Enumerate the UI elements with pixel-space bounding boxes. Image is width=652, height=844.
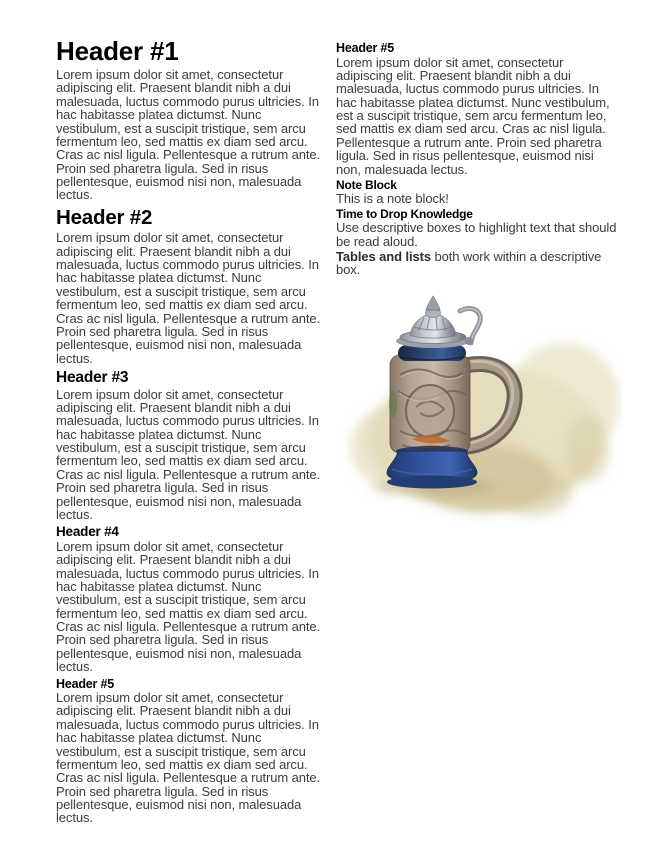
beer-stein-illustration — [336, 289, 622, 527]
section-2 — [56, 205, 328, 366]
heading-h2: Header #2 — [56, 205, 153, 229]
tables-lists-rest: both work within a descriptive box. — [336, 249, 602, 278]
heading-h1: Header #1 — [56, 36, 179, 66]
lorem-paragraph: Lorem ipsum dolor sit amet, consectetur adipiscing elit. Praesent blandit nibh a dui malesuada, luctus commodo purus ultricies. In hac habitasse platea dictumst. Nunc vestibulum, est a suscipit tristique, sem arcu fermentum leo, sed mattis ex diam sed arcu. Cras ac nisl ligula. Pellentesque a rutrum ante. Proin sed pharetra ligula. Sed in risus pellentesque, euismod nisi non, malesuada lectus. — [56, 690, 321, 826]
heading-h4: Header #4 — [56, 524, 119, 540]
lorem-paragraph: Lorem ipsum dolor sit amet, consectetur adipiscing elit. Praesent blandit nibh a dui malesuada, luctus commodo purus ultricies. In hac habitasse platea dictumst. Nunc vestibulum, est a suscipit tristique, sem arcu fermentum leo, sed mattis ex diam sed arcu. Cras ac nisl ligula. Pellentesque a rutrum ante. Proin sed pharetra ligula. Sed in risus pellentesque, euismod nisi non, malesuada lectus. — [56, 67, 321, 203]
section-right-h5 — [336, 42, 622, 176]
section-4 — [56, 525, 328, 673]
lorem-paragraph: Lorem ipsum dolor sit amet, consectetur adipiscing elit. Praesent blandit nibh a dui malesuada, luctus commodo purus ultricies. In hac habitasse platea dictumst. Nunc vestibulum, est a suscipit tristique, sem arcu fermentum leo, sed mattis ex diam sed arcu. Cras ac nisl ligula. Pellentesque a rutrum ante. Proin sed pharetra ligula. Sed in risus pellentesque, euismod nisi non, malesuada lectus. — [56, 230, 321, 366]
section-1 — [56, 38, 328, 202]
section-3 — [56, 370, 328, 521]
knowledge-heading: Time to Drop Knowledge — [336, 207, 473, 222]
lorem-paragraph: Lorem ipsum dolor sit amet, consectetur adipiscing elit. Praesent blandit nibh a dui malesuada, luctus commodo purus ultricies. In hac habitasse platea dictumst. Nunc vestibulum, est a suscipit tristique, sem arcu fermentum leo, sed mattis ex diam sed arcu. Cras ac nisl ligula. Pellentesque a rutrum ante. Proin sed pharetra ligula. Sed in risus pellentesque, euismod nisi non, malesuada lectus. — [56, 386, 321, 522]
note-block-text: This is a note block! — [336, 190, 449, 206]
stein-body — [389, 355, 470, 453]
beer-stein-figure — [336, 289, 622, 532]
stein-base — [387, 446, 477, 489]
heading-h5-right: Header #5 — [336, 41, 394, 55]
left-column — [56, 38, 328, 827]
stein-lid — [396, 296, 470, 348]
right-column — [336, 38, 622, 827]
lorem-paragraph: Lorem ipsum dolor sit amet, consectetur adipiscing elit. Praesent blandit nibh a dui malesuada, luctus commodo purus ultricies. In hac habitasse platea dictumst. Nunc vestibulum, est a suscipit tristique, sem arcu fermentum leo, sed mattis ex diam sed arcu. Cras ac nisl ligula. Pellentesque a rutrum ante. Proin sed pharetra ligula. Sed in risus pellentesque, euismod nisi non, malesuada lectus. — [56, 538, 321, 675]
knowledge-text: Use descriptive boxes to highlight text that should be read aloud. — [336, 220, 617, 249]
heading-h5: Header #5 — [56, 676, 114, 691]
two-column-layout — [56, 38, 622, 827]
section-5 — [56, 678, 328, 825]
heading-h3: Header #3 — [56, 369, 129, 386]
tables-lists-bold: Tables and lists — [336, 249, 431, 264]
tables-lists-paragraph — [336, 250, 622, 277]
lorem-paragraph: Lorem ipsum dolor sit amet, consectetur adipiscing elit. Praesent blandit nibh a dui malesuada, luctus commodo purus ultricies. In hac habitasse platea dictumst. Nunc vestibulum, est a suscipit tristique, sem arcu fermentum leo, sed mattis ex diam sed arcu. Cras ac nisl ligula. Pellentesque a rutrum ante. Proin sed pharetra ligula. Sed in risus pellentesque, euismod nisi non, malesuada lectus. — [336, 54, 610, 177]
note-block-heading: Note Block — [336, 177, 397, 192]
